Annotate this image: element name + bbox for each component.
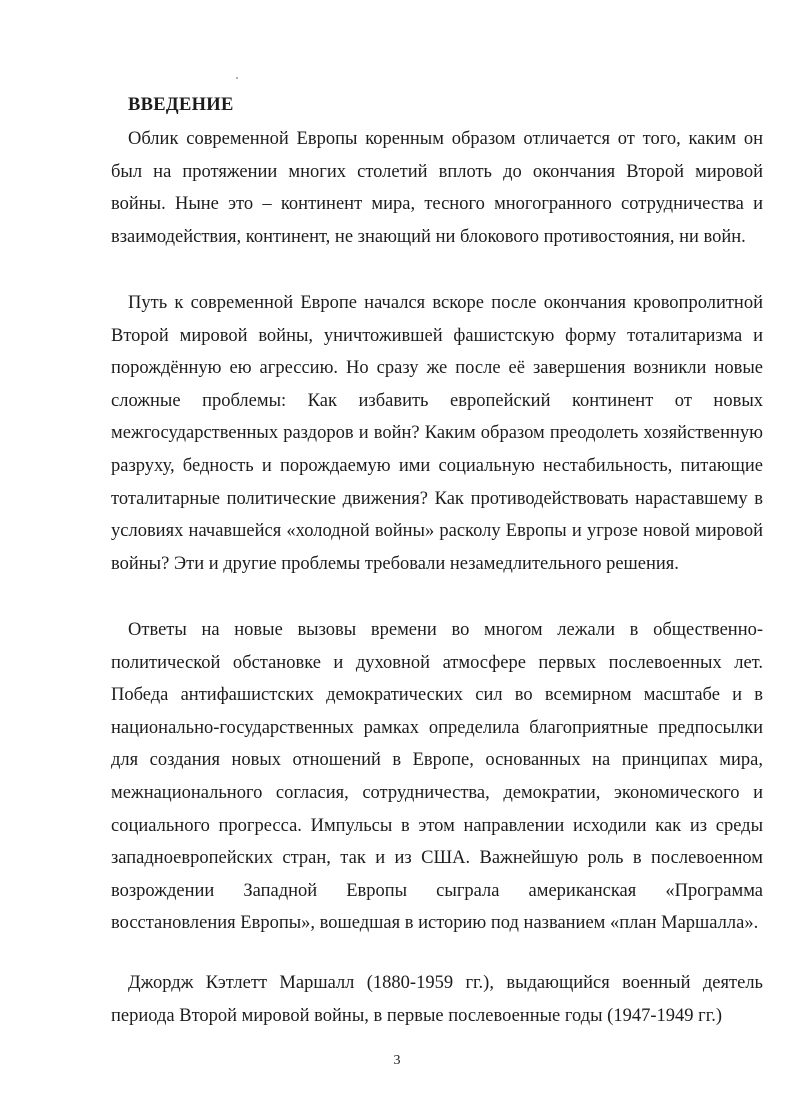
paragraph-3: Ответы на новые вызовы времени во многом лежали в общественно-политической обстановке и духовной атмосфере первых послевоенных лет. Победа антифашистских демократических сил во всемирном масштабе и в национально-государственных рамках определила благоприятные предпосылки для создания новых отношений в Европе, основанных на принципах мира, межнационального согласия, сотрудничества, демократии, экономического и социального прогресса. Импульсы в этом направлении исходили как из среды западноевропейских стран, так и из США. Важнейшую роль в послевоенном возрождении Западной Европы сыграла американская «Программа восстановления Европы», вошедшая в историю под названием «план Маршалла». — [111, 620, 763, 934]
section-heading: ВВЕДЕНИЕ — [128, 95, 234, 115]
paragraph-1: Облик современной Европы коренным образом отличается от того, каким он был на протяжении многих столетий вплоть до окончания Второй мировой войны. Ныне это – континент мира, тесного многогранного сотрудничества и взаимодействия, континент, не знающий ни блокового противостояния, ни войн. — [111, 129, 763, 247]
paragraph-4: Джордж Кэтлетт Маршалл (1880-1959 гг.), выдающийся военный деятель периода Второй мировой войны, в первые послевоенные годы (1947-1949 гг.) — [111, 973, 763, 1026]
paragraph-2: Путь к современной Европе начался вскоре после окончания кровопролитной Второй мировой войны, уничтожившей фашистскую форму тоталитаризма и порождённую ею агрессию. Но сразу же после её завершения возникли новые сложные проблемы: Как избавить европейский континент от новых межгосударственных раздоров и войн? Каким образом преодолеть хозяйственную разруху, бедность и порождаемую ими социальную нестабильность, питающие тоталитарные политические движения? Как противодействовать нараставшему в условиях начавшейся «холодной войны» расколу Европы и угрозе новой мировой войны? Эти и другие проблемы требовали незамедлительного решения. — [111, 293, 763, 574]
scan-speck — [236, 77, 238, 79]
page-number: 3 — [393, 1053, 401, 1068]
